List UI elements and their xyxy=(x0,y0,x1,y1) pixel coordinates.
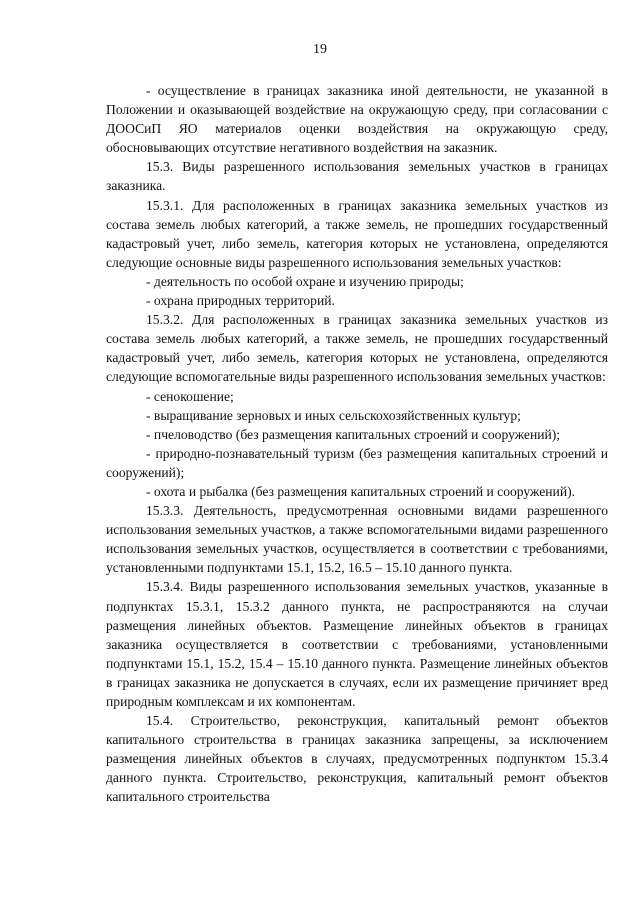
list-item-crops: - выращивание зерновых и иных сельскохозяйственных культур; xyxy=(146,407,521,423)
list-item-territory-protection: - охрана природных территорий. xyxy=(146,293,335,309)
list-item-nature-protection: - деятельность по особой охране и изучению природы; xyxy=(146,273,464,289)
list-item-hunting-fishing: - охота и рыбалка (без размещения капитальных строений и сооружений). xyxy=(146,483,576,499)
list-item-tourism: - природно-познавательный туризм (без размещения капитальных строений и сооружений); xyxy=(106,445,608,480)
paragraph-15-3-3: 15.3.3. Деятельность, предусмотренная основными видами разрешенного использования земельных участков, а также вспомогательными видами разрешенного использования земельных участков, осуществляется в соответствии с требованиями, установленными подпунктами 15.1, 15.2, 16.5 – 15.10 данного пункта. xyxy=(106,503,608,576)
document-body xyxy=(106,81,608,807)
paragraph-15-3-4: 15.3.4. Виды разрешенного использования земельных участков, указанные в подпунктах 15.3.1, 15.3.2 данного пункта, не распространяются на случаи размещения линейных объектов. Размещение линейных объектов в границах заказника осуществляется в соответствии с требованиями, установленными подпунктами 15.1, 15.2, 15.4 – 15.10 данного пункта. Размещение линейных объектов в границах заказника не допускается в случаях, если их размещение причиняет вред природным комплексам и их компонентам. xyxy=(106,579,608,709)
paragraph-15-3-1: 15.3.1. Для расположенных в границах заказника земельных участков из состава земель любых категорий, а также земель, не прошедших государственный кадастровый учет, либо земель, категория которых не установлена, определяются следующие основные виды разрешенного использования земельных участков: xyxy=(106,197,608,270)
page-number: 19 xyxy=(313,42,327,57)
paragraph-15-3-2: 15.3.2. Для расположенных в границах заказника земельных участков из состава земель любых категорий, а также земель, не прошедших государственный кадастровый учет, либо земель, категория которых не установлена, определяются следующие вспомогательные виды разрешенного использования земельных участков: xyxy=(106,312,608,385)
paragraph-other-activity: - осуществление в границах заказника иной деятельности, не указанной в Положении и оказывающей воздействие на окружающую среду, при согласовании с ДООСиП ЯО материалов оценки воздействия на окружающую среду, обосновывающих отсутствие негативного воздействия на заказник. xyxy=(106,83,608,156)
paragraph-15-4: 15.4. Строительство, реконструкция, капитальный ремонт объектов капитального строительства в границах заказника запрещены, за исключением размещения линейных объектов в случаях, предусмотренных подпунктом 15.3.4 данного пункта. Строительство, реконструкция, капитальный ремонт объектов капитального строительства xyxy=(106,713,608,805)
list-item-beekeeping: - пчеловодство (без размещения капитальных строений и сооружений); xyxy=(146,426,561,442)
list-item-haymaking: - сенокошение; xyxy=(146,388,234,404)
paragraph-15-3-heading: 15.3. Виды разрешенного использования земельных участков в границах заказника. xyxy=(106,159,608,194)
